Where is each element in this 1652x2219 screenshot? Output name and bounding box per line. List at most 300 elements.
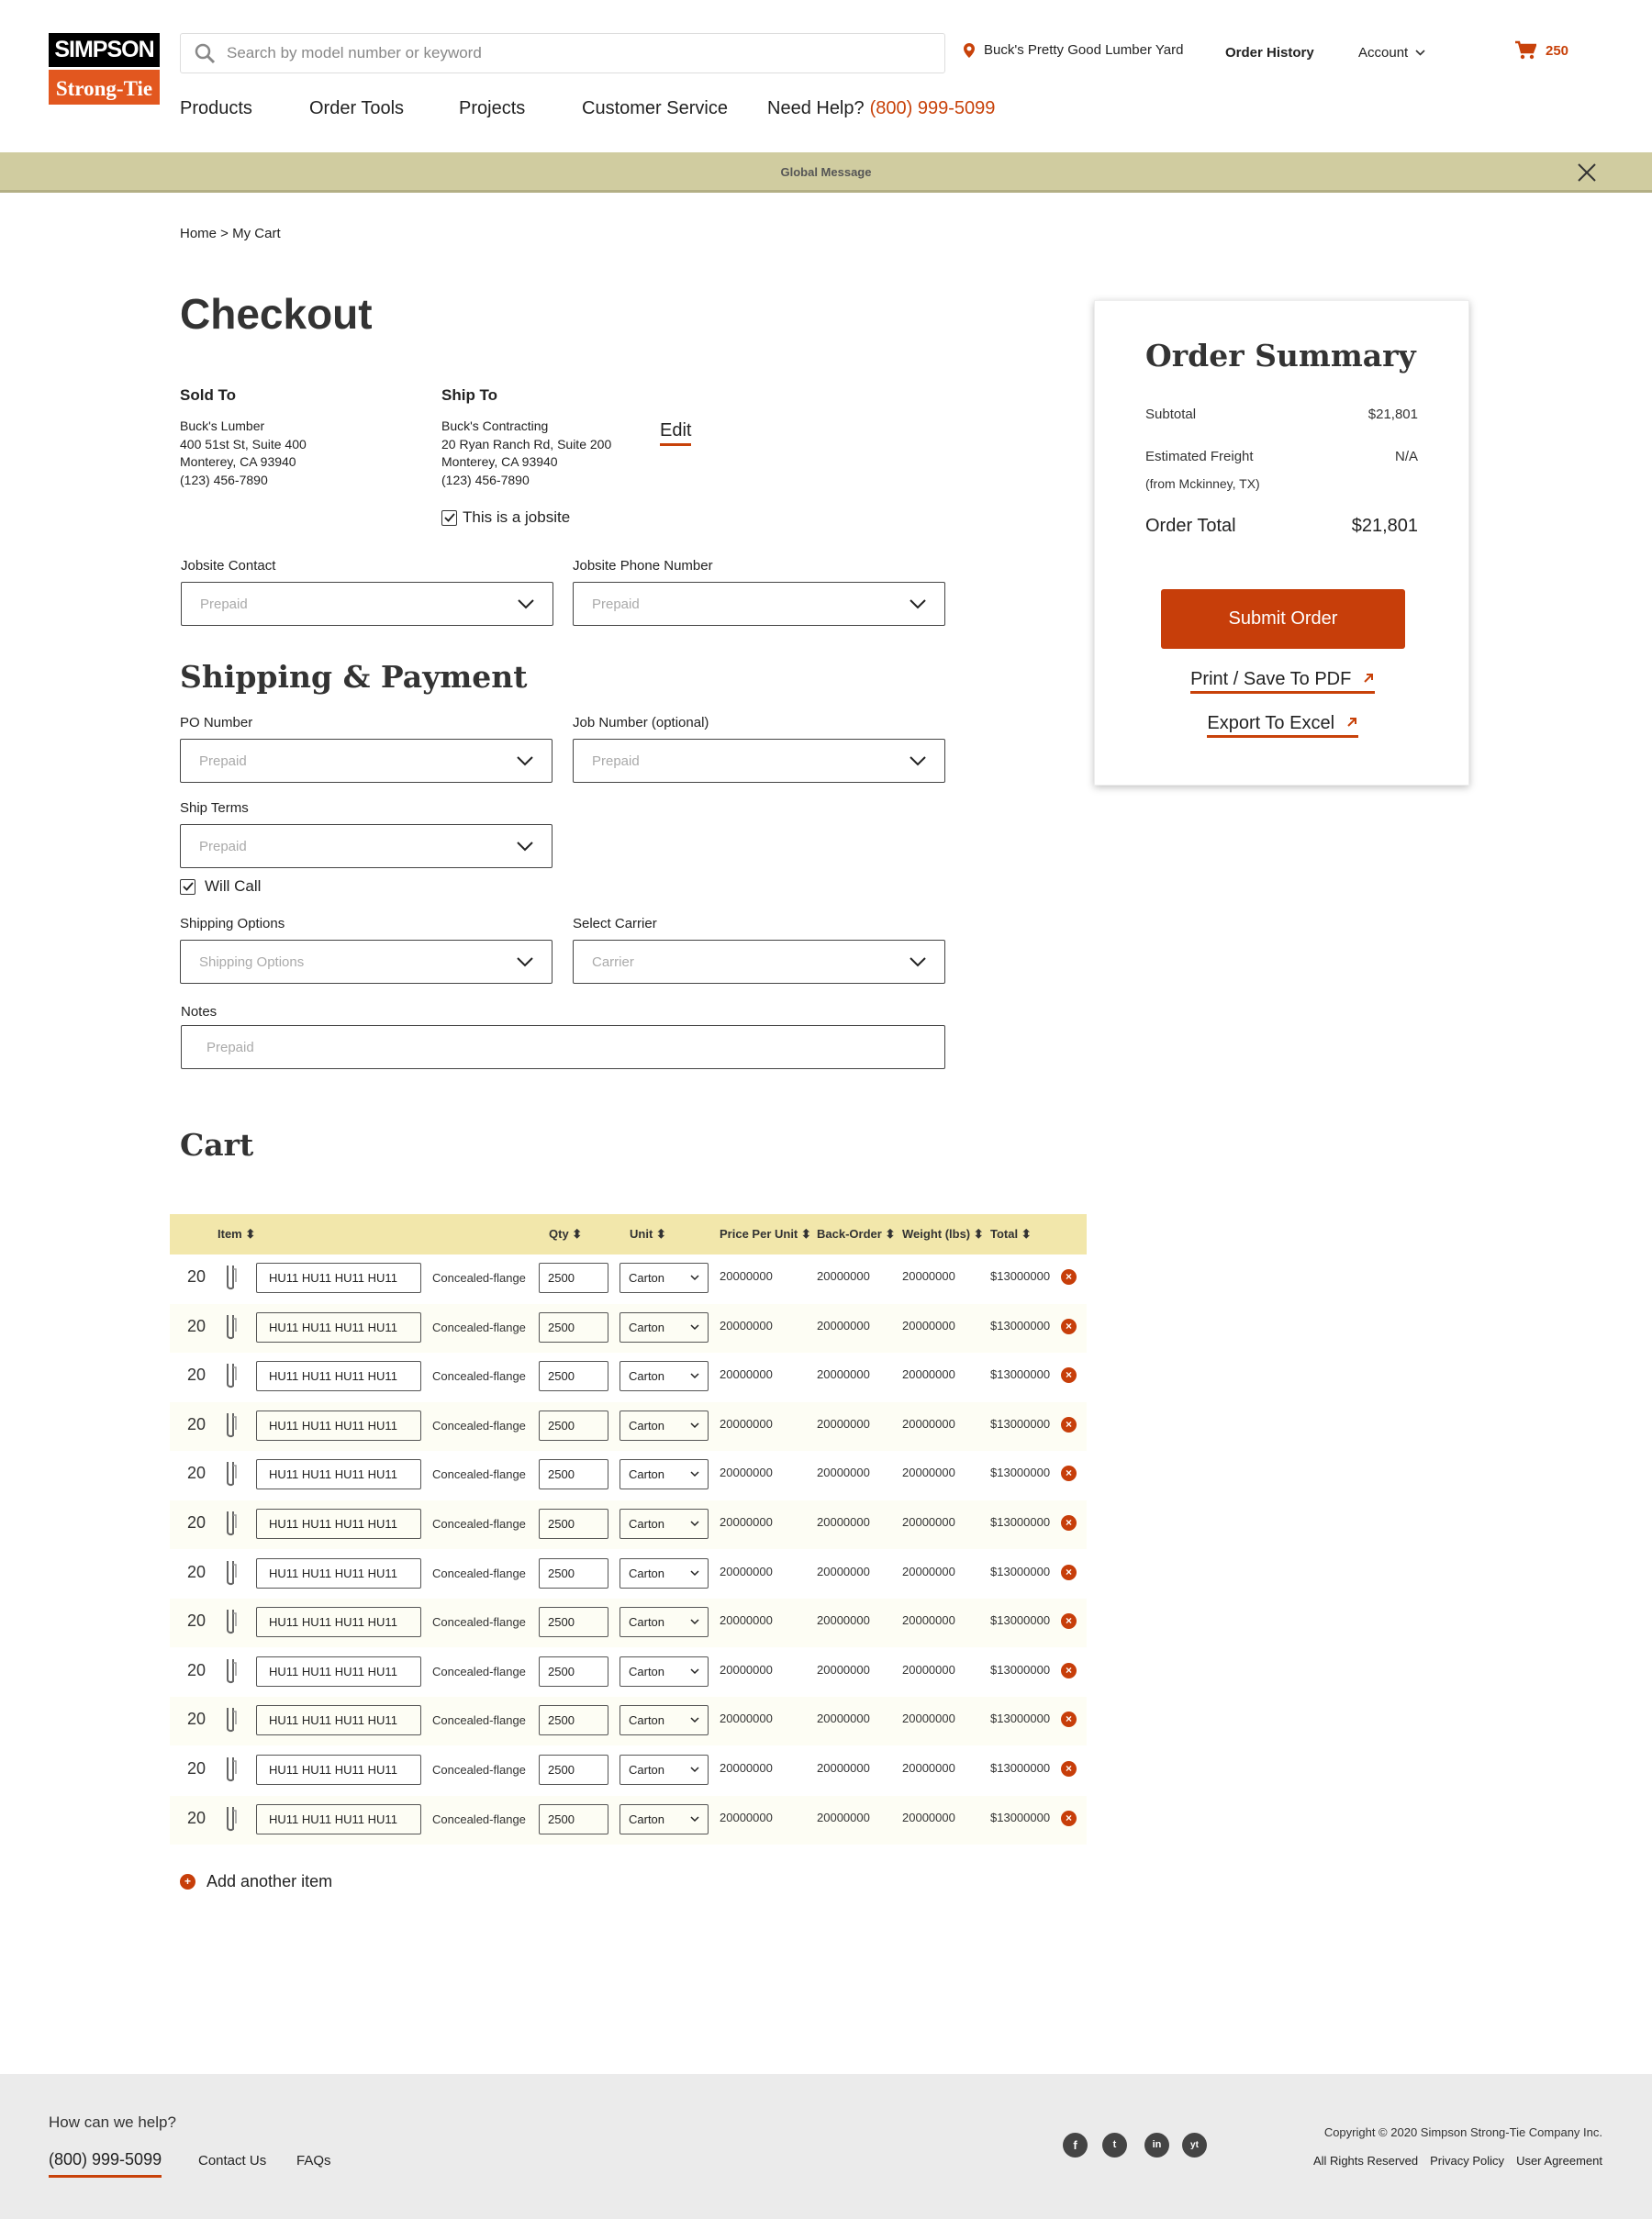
- chevron-down-icon: [690, 1767, 699, 1773]
- row-number: 20: [187, 1316, 206, 1335]
- logo-strong-tie: Strong-Tie: [49, 70, 160, 105]
- price-per-unit: 20000000: [720, 1318, 773, 1333]
- ship-terms-value: Prepaid: [199, 838, 247, 854]
- remove-item-icon[interactable]: ×: [1061, 1319, 1077, 1334]
- table-row: [170, 1796, 1087, 1845]
- unit-value: Carton: [629, 1320, 665, 1334]
- weight: 20000000: [902, 1515, 955, 1529]
- search-icon: [194, 42, 216, 64]
- qty-input[interactable]: 2500: [539, 1263, 608, 1293]
- hanger-product-icon: [225, 1510, 238, 1537]
- footer-help-heading: How can we help?: [49, 2113, 176, 2131]
- chevron-down-icon: [690, 1521, 699, 1527]
- model-number-input[interactable]: HU11 HU11 HU11 HU11: [256, 1459, 421, 1489]
- item-description: Concealed-flange: [432, 1812, 526, 1826]
- model-number-input[interactable]: HU11 HU11 HU11 HU11: [256, 1558, 421, 1589]
- item-description: Concealed-flange: [432, 1566, 526, 1580]
- model-number-input[interactable]: HU11 HU11 HU11 HU11: [256, 1705, 421, 1735]
- need-help: [767, 98, 995, 119]
- sold-to-line: Monterey, CA 93940: [180, 454, 296, 469]
- unit-value: Carton: [629, 1271, 665, 1285]
- row-number: 20: [187, 1513, 206, 1532]
- remove-item-icon[interactable]: ×: [1061, 1761, 1077, 1777]
- item-description: Concealed-flange: [432, 1763, 526, 1777]
- row-number: 20: [187, 1366, 206, 1385]
- jobsite-phone-select[interactable]: [573, 582, 945, 626]
- all-rights-reserved: All Rights Reserved: [1312, 2154, 1419, 2168]
- sort-icon: ⬍: [572, 1227, 583, 1241]
- hanger-product-icon: [225, 1264, 238, 1291]
- back-order: 20000000: [817, 1466, 870, 1480]
- global-message-banner: [0, 152, 1652, 193]
- sort-icon: ⬍: [1021, 1227, 1032, 1241]
- cart-button[interactable]: [1514, 40, 1568, 61]
- row-number: 20: [187, 1562, 206, 1581]
- edit-ship-to-link[interactable]: Edit: [660, 420, 691, 446]
- jobsite-phone-label: Jobsite Phone Number: [573, 558, 713, 574]
- add-icon: +: [180, 1874, 195, 1890]
- qty-input[interactable]: 2500: [539, 1656, 608, 1687]
- checkmark-icon: [183, 882, 194, 891]
- price-per-unit: 20000000: [720, 1515, 773, 1529]
- row-total: $13000000: [990, 1613, 1051, 1628]
- unit-select[interactable]: [620, 1755, 709, 1785]
- cart-icon: [1514, 40, 1536, 61]
- chevron-down-icon: [690, 1275, 699, 1281]
- back-order: 20000000: [817, 1515, 870, 1529]
- chevron-down-icon: [1415, 50, 1425, 56]
- remove-item-icon[interactable]: ×: [1061, 1811, 1077, 1826]
- back-order: 20000000: [817, 1367, 870, 1382]
- jobsite-checkbox-label: This is a jobsite: [463, 508, 571, 526]
- weight: 20000000: [902, 1564, 955, 1578]
- remove-item-icon[interactable]: ×: [1061, 1712, 1077, 1727]
- weight: 20000000: [902, 1416, 955, 1431]
- col-weight[interactable]: [902, 1227, 984, 1242]
- remove-item-icon[interactable]: ×: [1061, 1417, 1077, 1433]
- col-back-order[interactable]: [817, 1227, 895, 1242]
- unit-select[interactable]: [620, 1804, 709, 1834]
- footer: [0, 2074, 1652, 2219]
- chevron-down-icon: [690, 1619, 699, 1625]
- submit-order-button[interactable]: Submit Order: [1161, 589, 1405, 649]
- hanger-product-icon: [225, 1460, 238, 1488]
- weight: 20000000: [902, 1269, 955, 1283]
- ship-terms-label: Ship Terms: [180, 800, 249, 816]
- col-total-label: Total: [990, 1227, 1019, 1241]
- search-bar[interactable]: [180, 33, 945, 73]
- unit-select[interactable]: [620, 1263, 709, 1293]
- select-carrier-value: Carrier: [592, 953, 634, 970]
- price-per-unit: 20000000: [720, 1416, 773, 1431]
- job-number-value: Prepaid: [592, 753, 640, 769]
- table-row: [170, 1353, 1087, 1401]
- qty-input[interactable]: 2500: [539, 1705, 608, 1735]
- unit-value: Carton: [629, 1615, 665, 1630]
- unit-value: Carton: [629, 1812, 665, 1826]
- ship-terms-select[interactable]: [180, 824, 553, 868]
- copyright: Copyright © 2020 Simpson Strong-Tie Company Inc.: [1323, 2125, 1602, 2139]
- weight: 20000000: [902, 1367, 955, 1382]
- chevron-down-icon: [910, 957, 926, 967]
- col-item[interactable]: [218, 1227, 255, 1242]
- add-item-label: Add another item: [206, 1872, 333, 1890]
- external-link-icon: [1362, 672, 1375, 685]
- sort-icon: ⬍: [885, 1227, 896, 1241]
- search-input[interactable]: [227, 44, 869, 62]
- chevron-down-icon: [690, 1373, 699, 1379]
- footer-legal-links: [1313, 2154, 1602, 2168]
- remove-item-icon[interactable]: ×: [1061, 1367, 1077, 1383]
- user-agreement-link[interactable]: User Agreement: [1516, 2154, 1602, 2168]
- row-number: 20: [187, 1660, 206, 1679]
- model-number-input[interactable]: HU11 HU11 HU11 HU11: [256, 1263, 421, 1293]
- item-description: Concealed-flange: [432, 1320, 526, 1334]
- sort-icon: ⬍: [973, 1227, 984, 1241]
- remove-item-icon[interactable]: ×: [1061, 1515, 1077, 1531]
- item-description: Concealed-flange: [432, 1517, 526, 1531]
- hanger-product-icon: [225, 1362, 238, 1389]
- subtotal-label: Subtotal: [1145, 407, 1197, 422]
- model-number-input[interactable]: HU11 HU11 HU11 HU11: [256, 1361, 421, 1391]
- order-summary-panel: [1094, 300, 1469, 786]
- hanger-product-icon: [225, 1706, 238, 1734]
- hanger-product-icon: [225, 1559, 238, 1587]
- weight: 20000000: [902, 1613, 955, 1628]
- col-qty[interactable]: [549, 1227, 582, 1242]
- model-number-input[interactable]: HU11 HU11 HU11 HU11: [256, 1804, 421, 1834]
- nav-customer-service[interactable]: Customer Service: [582, 98, 728, 118]
- row-total: $13000000: [990, 1515, 1051, 1529]
- unit-value: Carton: [629, 1418, 665, 1433]
- model-number-input[interactable]: HU11 HU11 HU11 HU11: [256, 1607, 421, 1637]
- remove-item-icon[interactable]: ×: [1061, 1269, 1077, 1285]
- unit-value: Carton: [629, 1467, 665, 1482]
- unit-select[interactable]: [620, 1656, 709, 1687]
- footer-contact-link[interactable]: Contact Us: [198, 2153, 267, 2169]
- chevron-down-icon: [517, 842, 533, 852]
- unit-select[interactable]: [620, 1705, 709, 1735]
- qty-input[interactable]: 2500: [539, 1459, 608, 1489]
- col-ppu-label: Price Per Unit: [720, 1227, 798, 1241]
- weight: 20000000: [902, 1318, 955, 1333]
- item-description: Concealed-flange: [432, 1369, 526, 1384]
- row-number: 20: [187, 1808, 206, 1827]
- account-menu[interactable]: [1358, 45, 1425, 61]
- row-total: $13000000: [990, 1761, 1051, 1775]
- back-order: 20000000: [817, 1712, 870, 1726]
- unit-value: Carton: [629, 1664, 665, 1678]
- model-number-input[interactable]: HU11 HU11 HU11 HU11: [256, 1312, 421, 1343]
- unit-select[interactable]: [620, 1459, 709, 1489]
- col-price-per-unit[interactable]: [720, 1227, 811, 1242]
- sold-to-address: [180, 418, 307, 489]
- table-row: [170, 1451, 1087, 1500]
- select-carrier-label: Select Carrier: [573, 916, 657, 931]
- item-description: Concealed-flange: [432, 1467, 526, 1482]
- item-description: Concealed-flange: [432, 1615, 526, 1630]
- col-weight-label: Weight (lbs): [902, 1227, 971, 1241]
- weight: 20000000: [902, 1466, 955, 1480]
- nav-projects[interactable]: Projects: [459, 98, 526, 118]
- will-call-checkbox[interactable]: [180, 879, 195, 895]
- model-number-input[interactable]: HU11 HU11 HU11 HU11: [256, 1755, 421, 1785]
- sort-icon: ⬍: [800, 1227, 811, 1241]
- row-total: $13000000: [990, 1466, 1051, 1480]
- shipping-options-label: Shipping Options: [180, 916, 285, 931]
- hanger-product-icon: [225, 1805, 238, 1833]
- order-total-value: $21,801: [1351, 516, 1418, 536]
- global-message-text: Global Message: [780, 165, 872, 179]
- chevron-down-icon: [690, 1471, 699, 1477]
- table-row: [170, 1648, 1087, 1697]
- po-number-value: Prepaid: [199, 753, 247, 769]
- price-per-unit: 20000000: [720, 1367, 773, 1382]
- notes-value: Prepaid: [206, 1039, 254, 1055]
- shipping-options-select[interactable]: [180, 940, 553, 984]
- qty-input[interactable]: 2500: [539, 1607, 608, 1637]
- job-number-label: Job Number (optional): [573, 715, 709, 730]
- hanger-product-icon: [225, 1313, 238, 1341]
- jobsite-phone-value: Prepaid: [592, 596, 640, 612]
- qty-input[interactable]: 2500: [539, 1411, 608, 1441]
- table-row: [170, 1402, 1087, 1451]
- table-row: [170, 1599, 1087, 1647]
- back-order: 20000000: [817, 1761, 870, 1775]
- remove-item-icon[interactable]: ×: [1061, 1613, 1077, 1629]
- cart-table-header: [170, 1214, 1087, 1254]
- model-number-input[interactable]: HU11 HU11 HU11 HU11: [256, 1411, 421, 1441]
- chevron-down-icon: [690, 1717, 699, 1723]
- sold-to-line: (123) 456-7890: [180, 472, 268, 487]
- item-description: Concealed-flange: [432, 1664, 526, 1678]
- shipping-payment-heading: Shipping & Payment: [180, 659, 528, 695]
- chevron-down-icon: [517, 957, 533, 967]
- row-total: $13000000: [990, 1416, 1051, 1431]
- row-total: $13000000: [990, 1810, 1051, 1824]
- chevron-down-icon: [518, 599, 534, 609]
- freight-origin: (from Mckinney, TX): [1145, 476, 1260, 491]
- ship-to-line: 20 Ryan Ranch Rd, Suite 200: [441, 436, 612, 452]
- order-history-link[interactable]: Order History: [1225, 45, 1314, 61]
- model-number-input[interactable]: HU11 HU11 HU11 HU11: [256, 1656, 421, 1687]
- unit-select[interactable]: [620, 1411, 709, 1441]
- col-unit[interactable]: [630, 1227, 666, 1242]
- shipping-options-value: Shipping Options: [199, 953, 305, 970]
- ship-to-heading: Ship To: [441, 386, 498, 404]
- order-summary-title: Order Summary: [1145, 338, 1416, 374]
- export-excel-link[interactable]: [1095, 713, 1470, 734]
- ship-to-line: (123) 456-7890: [441, 472, 530, 487]
- po-number-select[interactable]: [180, 739, 553, 783]
- freight-value: N/A: [1394, 449, 1418, 464]
- twitter-icon[interactable]: t: [1102, 2133, 1127, 2158]
- remove-item-icon[interactable]: ×: [1061, 1663, 1077, 1678]
- row-number: 20: [187, 1464, 206, 1483]
- cart-heading: Cart: [180, 1127, 254, 1163]
- need-help-label: Need Help?: [767, 98, 865, 118]
- remove-item-icon[interactable]: ×: [1061, 1466, 1077, 1481]
- unit-select[interactable]: [620, 1312, 709, 1343]
- model-number-input[interactable]: HU11 HU11 HU11 HU11: [256, 1509, 421, 1539]
- print-pdf-label: Print / Save To PDF: [1190, 669, 1352, 689]
- footer-faqs-link[interactable]: FAQs: [296, 2153, 331, 2169]
- row-number: 20: [187, 1414, 206, 1433]
- jobsite-checkbox[interactable]: [441, 510, 457, 526]
- qty-input[interactable]: 2500: [539, 1312, 608, 1343]
- back-order: 20000000: [817, 1269, 870, 1283]
- logo-simpson: SIMPSON: [49, 33, 160, 67]
- col-item-label: Item: [218, 1227, 242, 1241]
- chevron-down-icon: [910, 599, 926, 609]
- unit-select[interactable]: [620, 1558, 709, 1589]
- jobsite-contact-label: Jobsite Contact: [181, 558, 276, 574]
- chevron-down-icon: [517, 756, 533, 766]
- chevron-down-icon: [910, 756, 926, 766]
- unit-select[interactable]: [620, 1607, 709, 1637]
- print-pdf-link[interactable]: [1095, 669, 1470, 690]
- hanger-product-icon: [225, 1411, 238, 1439]
- subtotal-value: $21,801: [1367, 407, 1418, 422]
- item-description: Concealed-flange: [432, 1418, 526, 1433]
- will-call-label: Will Call: [205, 877, 262, 895]
- footer-phone-link[interactable]: (800) 999-5099: [49, 2150, 162, 2178]
- store-selector[interactable]: [964, 42, 1183, 58]
- row-total: $13000000: [990, 1318, 1051, 1333]
- back-order: 20000000: [817, 1810, 870, 1824]
- price-per-unit: 20000000: [720, 1466, 773, 1480]
- unit-value: Carton: [629, 1369, 665, 1384]
- table-row: [170, 1254, 1087, 1303]
- sort-icon: ⬍: [655, 1227, 666, 1241]
- close-icon[interactable]: [1577, 162, 1597, 183]
- price-per-unit: 20000000: [720, 1810, 773, 1824]
- qty-input[interactable]: 2500: [539, 1509, 608, 1539]
- job-number-select[interactable]: [573, 739, 945, 783]
- chevron-down-icon: [690, 1422, 699, 1429]
- qty-input[interactable]: 2500: [539, 1558, 608, 1589]
- checkmark-icon: [444, 513, 455, 522]
- jobsite-contact-select[interactable]: [181, 582, 553, 626]
- row-number: 20: [187, 1267, 206, 1286]
- chevron-down-icon: [690, 1668, 699, 1675]
- jobsite-checkbox-row[interactable]: [441, 508, 570, 527]
- table-row: [170, 1550, 1087, 1599]
- qty-input[interactable]: 2500: [539, 1755, 608, 1785]
- col-backorder-label: Back-Order: [817, 1227, 882, 1241]
- po-number-label: PO Number: [180, 715, 253, 730]
- jobsite-contact-value: Prepaid: [200, 596, 248, 612]
- qty-input[interactable]: 2500: [539, 1361, 608, 1391]
- qty-input[interactable]: 2500: [539, 1804, 608, 1834]
- store-name: Buck's Pretty Good Lumber Yard: [984, 42, 1184, 58]
- page-title: Checkout: [180, 290, 373, 338]
- row-number: 20: [187, 1611, 206, 1631]
- item-description: Concealed-flange: [432, 1713, 526, 1728]
- unit-value: Carton: [629, 1566, 665, 1580]
- sold-to-line: Buck's Lumber: [180, 418, 265, 433]
- remove-item-icon[interactable]: ×: [1061, 1565, 1077, 1580]
- unit-select[interactable]: [620, 1361, 709, 1391]
- unit-select[interactable]: [620, 1509, 709, 1539]
- row-number: 20: [187, 1759, 206, 1778]
- sold-to-heading: Sold To: [180, 386, 237, 404]
- youtube-icon[interactable]: yt: [1182, 2133, 1207, 2158]
- weight: 20000000: [902, 1761, 955, 1775]
- linkedin-icon[interactable]: in: [1144, 2133, 1169, 2158]
- unit-value: Carton: [629, 1713, 665, 1728]
- item-description: Concealed-flange: [432, 1271, 526, 1285]
- col-unit-label: Unit: [630, 1227, 653, 1241]
- row-total: $13000000: [990, 1712, 1051, 1726]
- table-row: [170, 1500, 1087, 1549]
- location-pin-icon: [964, 43, 975, 58]
- ship-to-line: Buck's Contracting: [441, 418, 549, 433]
- chevron-down-icon: [690, 1324, 699, 1331]
- row-total: $13000000: [990, 1367, 1051, 1382]
- row-total: $13000000: [990, 1269, 1051, 1283]
- weight: 20000000: [902, 1662, 955, 1677]
- ship-to-line: Monterey, CA 93940: [441, 454, 558, 469]
- price-per-unit: 20000000: [720, 1662, 773, 1677]
- chevron-down-icon: [690, 1816, 699, 1823]
- breadcrumb[interactable]: Home > My Cart: [180, 226, 281, 241]
- price-per-unit: 20000000: [720, 1613, 773, 1628]
- notes-input[interactable]: [181, 1025, 945, 1069]
- add-item-button[interactable]: [180, 1872, 332, 1891]
- table-row: [170, 1746, 1087, 1795]
- nav-order-tools[interactable]: Order Tools: [309, 98, 405, 118]
- unit-value: Carton: [629, 1517, 665, 1531]
- row-number: 20: [187, 1710, 206, 1729]
- sort-icon: ⬍: [245, 1227, 256, 1241]
- hanger-product-icon: [225, 1657, 238, 1685]
- hanger-product-icon: [225, 1756, 238, 1783]
- hanger-product-icon: [225, 1608, 238, 1635]
- freight-label: Estimated Freight: [1145, 449, 1254, 464]
- back-order: 20000000: [817, 1416, 870, 1431]
- notes-label: Notes: [181, 1004, 218, 1020]
- back-order: 20000000: [817, 1564, 870, 1578]
- price-per-unit: 20000000: [720, 1269, 773, 1283]
- privacy-policy-link[interactable]: Privacy Policy: [1430, 2154, 1505, 2168]
- ship-to-address: [441, 418, 611, 489]
- chevron-down-icon: [690, 1570, 699, 1577]
- help-phone-link[interactable]: (800) 999-5099: [869, 98, 996, 118]
- price-per-unit: 20000000: [720, 1712, 773, 1726]
- price-per-unit: 20000000: [720, 1761, 773, 1775]
- external-link-icon: [1345, 716, 1358, 729]
- sold-to-line: 400 51st St, Suite 400: [180, 436, 307, 452]
- table-row: [170, 1697, 1087, 1745]
- select-carrier-select[interactable]: [573, 940, 945, 984]
- nav-products[interactable]: Products: [180, 98, 252, 118]
- unit-value: Carton: [629, 1763, 665, 1777]
- back-order: 20000000: [817, 1318, 870, 1333]
- price-per-unit: 20000000: [720, 1564, 773, 1578]
- back-order: 20000000: [817, 1613, 870, 1628]
- brand-logo[interactable]: [49, 33, 160, 105]
- will-call-checkbox-row[interactable]: [180, 877, 261, 896]
- weight: 20000000: [902, 1712, 955, 1726]
- account-label: Account: [1358, 45, 1409, 61]
- row-total: $13000000: [990, 1564, 1051, 1578]
- weight: 20000000: [902, 1810, 955, 1824]
- order-total-label: Order Total: [1145, 516, 1236, 536]
- facebook-icon[interactable]: f: [1063, 2133, 1088, 2158]
- col-qty-label: Qty: [549, 1227, 569, 1241]
- col-total[interactable]: [990, 1227, 1032, 1242]
